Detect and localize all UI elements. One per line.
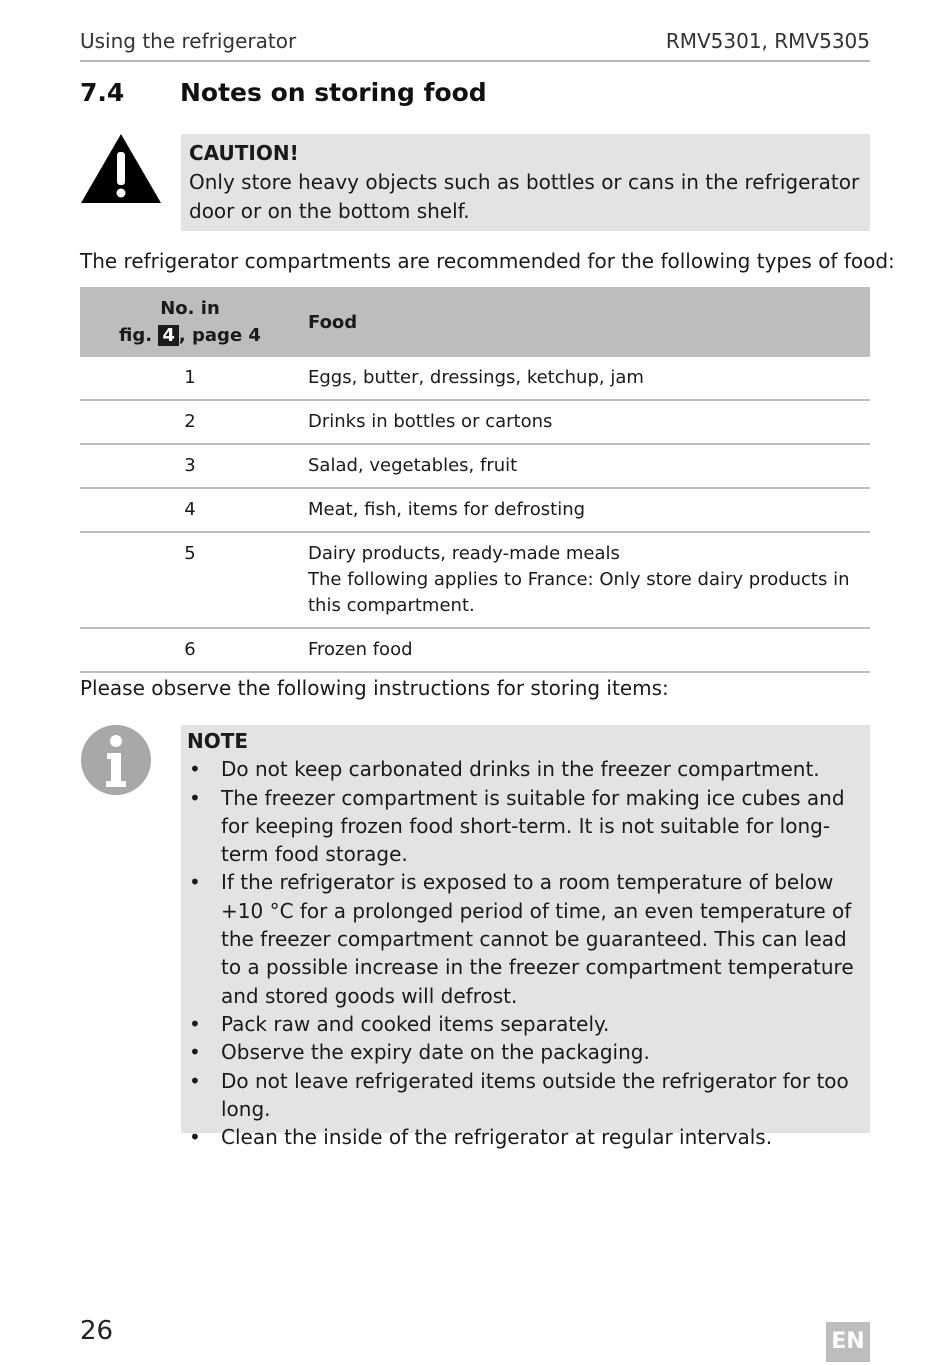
row-number: 5: [80, 532, 300, 628]
row-food-text: Drinks in bottles or cartons: [308, 411, 553, 432]
note-box: [181, 725, 870, 1150]
page-header: [80, 28, 870, 62]
page-number: 26: [80, 1316, 114, 1346]
row-food: [300, 357, 870, 400]
caution-text: Only store heavy objects such as bottles or cans in the refrigerator door or on the bottom shelf.: [189, 170, 860, 223]
observe-text: Please observe the following instructions for storing items:: [80, 676, 669, 700]
row-food: [300, 488, 870, 532]
list-item: • Observe the expiry date on the packaging.: [189, 1040, 650, 1065]
column-header-number-line1: No. in: [160, 298, 220, 319]
info-icon: [80, 724, 152, 796]
section-title: Notes on storing food: [180, 78, 487, 107]
row-number: 1: [80, 357, 300, 400]
language-badge: EN: [826, 1322, 870, 1362]
note-heading: NOTE: [187, 729, 249, 753]
list-item: • Pack raw and cooked items separately.: [189, 1011, 610, 1036]
table-row: [80, 628, 870, 672]
row-food: [300, 444, 870, 488]
caution-box: [181, 134, 870, 231]
list-item: • The freezer compartment is suitable for making ice cubes and for keeping frozen food short-term. It is not suitable for long-term food storage.: [189, 785, 845, 867]
table-row: [80, 488, 870, 532]
table-row: [80, 357, 870, 400]
column-header-page-ref: , page 4: [178, 325, 261, 346]
section-number: 7.4: [80, 78, 125, 107]
row-food-text: Frozen food: [308, 639, 413, 660]
row-food-text: Meat, fish, items for defrosting: [308, 499, 586, 520]
table-row: [80, 532, 870, 628]
column-header-fig-label: fig.: [119, 325, 153, 346]
row-number: 6: [80, 628, 300, 672]
row-food-text: Salad, vegetables, fruit: [308, 455, 518, 476]
caution-heading: CAUTION!: [189, 141, 299, 165]
model-numbers: RMV5301, RMV5305: [665, 29, 870, 53]
column-header-food: Food: [300, 287, 870, 357]
row-food: [300, 400, 870, 444]
row-food: [300, 532, 870, 628]
table-row: [80, 444, 870, 488]
list-item: • Do not leave refrigerated items outside the refrigerator for too long.: [189, 1068, 849, 1121]
row-food-text: Dairy products, ready-made meals: [308, 543, 620, 564]
table-row: [80, 400, 870, 444]
row-food: [300, 628, 870, 672]
warning-triangle-icon: [80, 132, 162, 204]
row-food-text: Eggs, butter, dressings, ketchup, jam: [308, 367, 644, 388]
list-item: • Clean the inside of the refrigerator at regular intervals.: [189, 1125, 773, 1150]
note-list: [187, 755, 862, 1151]
section-heading: [80, 78, 487, 107]
table-header-row: [80, 287, 870, 357]
list-item: • Do not keep carbonated drinks in the freezer compartment.: [189, 757, 820, 782]
row-number: 4: [80, 488, 300, 532]
row-number: 3: [80, 444, 300, 488]
column-header-number: [80, 287, 300, 357]
figure-number-badge: 4: [158, 325, 179, 346]
row-number: 2: [80, 400, 300, 444]
list-item: • If the refrigerator is exposed to a room temperature of below +10 °C for a prolonged period of time, an even temperature of the freezer compartment cannot be guaranteed. This can lead to a possible increase in the freezer compartment temperature and stored goods will defrost.: [189, 870, 854, 1008]
intro-text: The refrigerator compartments are recommended for the following types of food:: [80, 249, 895, 273]
chapter-title: Using the refrigerator: [80, 29, 297, 53]
food-storage-table: [80, 287, 870, 673]
row-food-note: The following applies to France: Only store dairy products in this compartment.: [308, 569, 850, 616]
